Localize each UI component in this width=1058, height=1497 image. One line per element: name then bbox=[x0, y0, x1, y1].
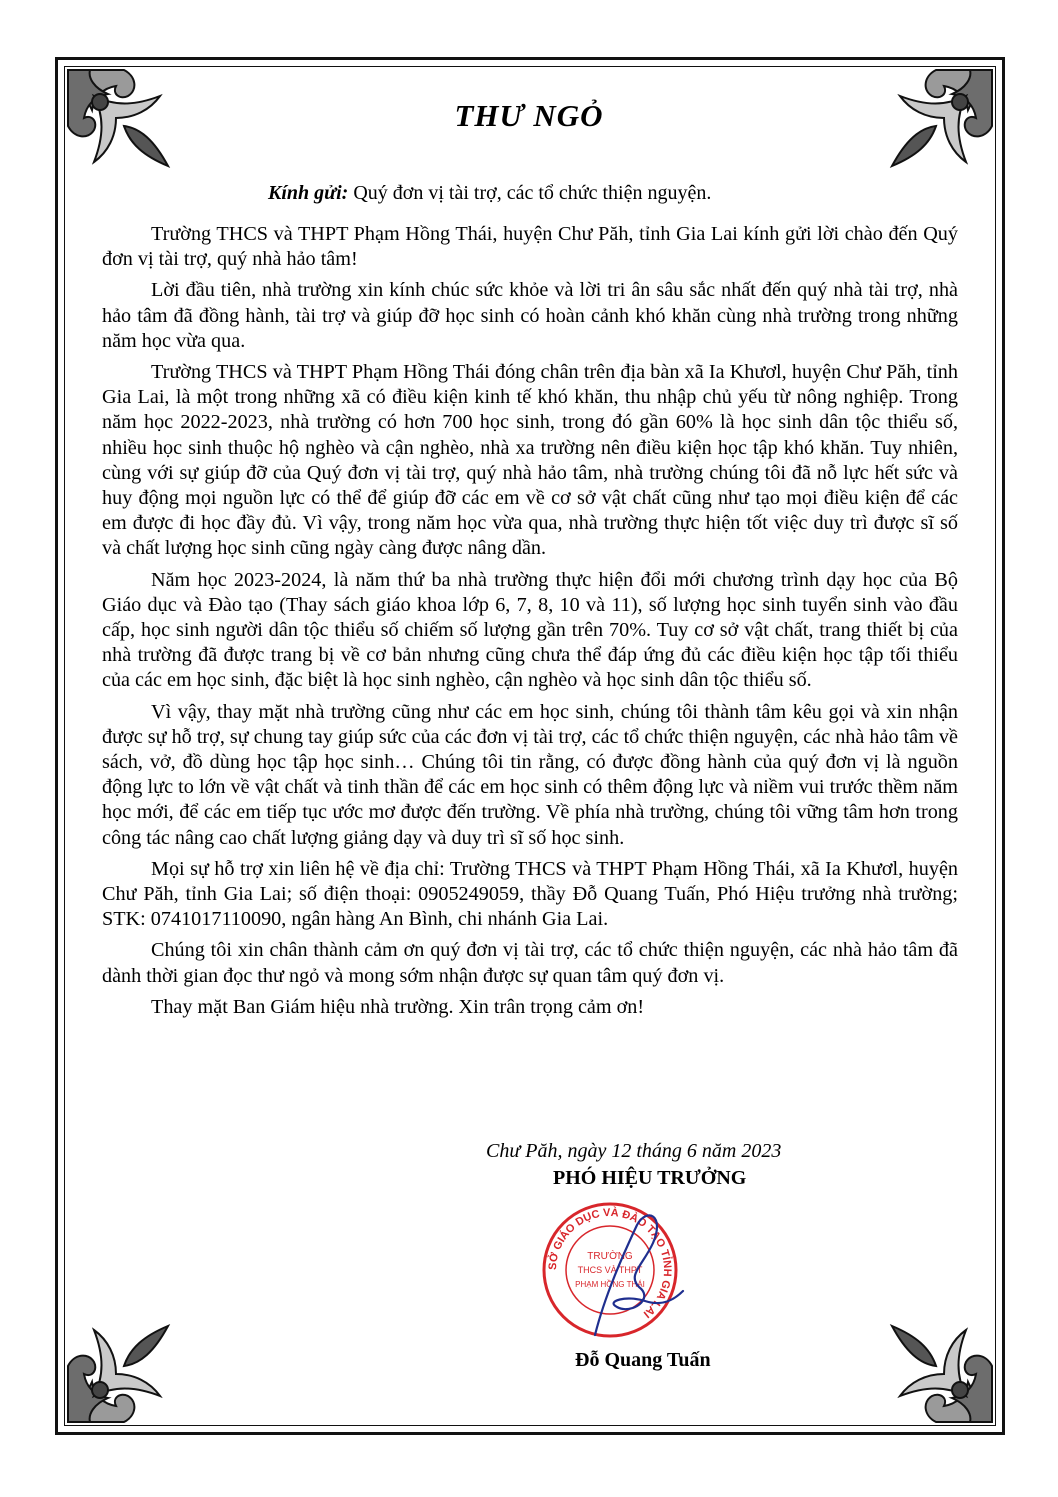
letter-body bbox=[102, 222, 958, 1026]
signer-title: PHÓ HIỆU TRƯỞNG bbox=[553, 1167, 747, 1189]
corner-ornament-bottom-left bbox=[64, 1314, 176, 1426]
official-stamp bbox=[535, 1195, 685, 1345]
paragraph: Trường THCS và THPT Phạm Hồng Thái, huyện Chư Păh, tỉnh Gia Lai kính gửi lời chào đến Quý đơn vị tài trợ, quý nhà hảo tâm! bbox=[102, 223, 958, 271]
letter-title: THƯ NGỎ bbox=[454, 98, 604, 133]
signer-name: Đỗ Quang Tuấn bbox=[575, 1349, 711, 1371]
svg-text:PHẠM HỒNG THÁI: PHẠM HỒNG THÁI bbox=[575, 1280, 645, 1289]
greeting-label: Kính gửi: bbox=[268, 182, 349, 204]
paragraph: Thay mặt Ban Giám hiệu nhà trường. Xin trân trọng cảm ơn! bbox=[151, 995, 645, 1018]
paragraph: Chúng tôi xin chân thành cảm ơn quý đơn vị tài trợ, các tổ chức thiện nguyện, các nhà hảo tâm đã dành thời gian đọc thư ngỏ và mong sớm nhận được sự quan tâm quý đơn vị. bbox=[102, 939, 958, 987]
paragraph: Năm học 2023-2024, là năm thứ ba nhà trường thực hiện đổi mới chương trình dạy học của Bộ Giáo dục và Đào tạo (Thay sách giáo khoa lớp 6, 7, 8, 10 và 11), số lượng học sinh tuyển sinh vào đầu cấp, học sinh người dân tộc thiểu số chiếm số lượng gần trên 70%. Tuy cơ sở vật chất, trang thiết bị của nhà trường đã được trang bị về cơ bản nhưng cũng chưa thể đáp ứng đủ các điều kiện học tập tối thiểu của các em học sinh, đặc biệt là học sinh nghèo, cận nghèo và học sinh dân tộc thiểu số. bbox=[102, 568, 958, 692]
paragraph: Vì vậy, thay mặt nhà trường cũng như các em học sinh, chúng tôi thành tâm kêu gọi và xin nhận được sự hỗ trợ, sự chung tay giúp sức của các đơn vị tài trợ, các tổ chức thiện nguyện, các nhà hảo tâm về sách, vở, đồ dùng học tập học sinh… Chúng tôi tin rằng, có được đồng hành của quý đơn vị là nguồn động lực to lớn về vật chất và tinh thần để các em học sinh có thêm động lực và niềm vui trước thềm năm học mới, để các em tiếp tục ước mơ được đến trường. Về phía nhà trường, chúng tôi vững tâm hơn trong công tác nâng cao chất lượng giảng dạy và duy trì sĩ số học sinh. bbox=[102, 700, 958, 849]
svg-text:SỞ GIÁO DỤC VÀ ĐÀO TẠO TỈNH GI: SỞ GIÁO DỤC VÀ ĐÀO TẠO TỈNH GIA LAI bbox=[546, 1206, 674, 1320]
paragraph: Mọi sự hỗ trợ xin liên hệ về địa chỉ: Trường THCS và THPT Phạm Hồng Thái, xã Ia Khươl, huyện Chư Păh, tỉnh Gia Lai; số điện thoại: 0905249059, thầy Đỗ Quang Tuấn, Phó Hiệu trưởng nhà trường; STK: 0741017110090, ngân hàng An Bình, chi nhánh Gia Lai. bbox=[102, 857, 958, 931]
corner-ornament-bottom-right bbox=[884, 1314, 996, 1426]
paragraph: Trường THCS và THPT Phạm Hồng Thái đóng chân trên địa bàn xã Ia Khươl, huyện Chư Păh, tỉnh Gia Lai, là một trong những xã có điều kiện kinh tế khó khăn, thu nhập chủ yếu từ nông nghiệp. Trong năm học 2022-2023, nhà trường có hơn 700 học sinh, trong đó gần 60% là học sinh dân tộc thiểu số, nhiều học sinh thuộc hộ nghèo và cận nghèo, nhà xa trường nên điều kiện học tập khó khăn. Tuy nhiên, cùng với sự giúp đỡ của Quý đơn vị tài trợ, quý nhà hảo tâm, nhà trường chúng tôi đã nỗ lực hết sức và huy động mọi nguồn lực có thể để giúp đỡ các em về cơ sở vật chất cũng như tạo mọi điều kiện để các em được đi học đầy đủ. Vì vậy, trong năm học vừa qua, nhà trường thực hiện tốt việc duy trì được sĩ số và chất lượng học sinh cũng ngày càng được nâng dần. bbox=[102, 361, 958, 560]
svg-text:THCS VÀ THPT: THCS VÀ THPT bbox=[577, 1265, 643, 1275]
paragraph: Lời đầu tiên, nhà trường xin kính chúc sức khỏe và lời tri ân sâu sắc nhất đến quý nhà tài trợ, nhà hảo tâm đã đồng hành, tài trợ và giúp đỡ học sinh có hoàn cảnh khó khăn cùng nhà trường trong những năm học vừa qua. bbox=[102, 279, 958, 352]
place-date: Chư Păh, ngày 12 tháng 6 năm 2023 bbox=[486, 1140, 782, 1162]
greeting-recipients: Quý đơn vị tài trợ, các tổ chức thiện nguyện. bbox=[348, 182, 712, 204]
svg-text:TRƯỜNG: TRƯỜNG bbox=[587, 1251, 633, 1262]
greeting-line bbox=[268, 182, 711, 205]
